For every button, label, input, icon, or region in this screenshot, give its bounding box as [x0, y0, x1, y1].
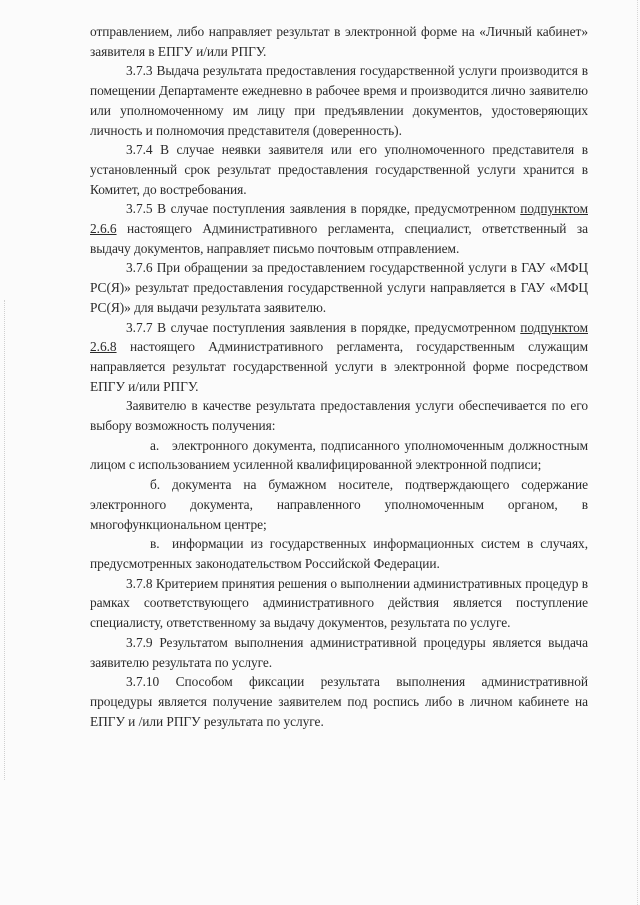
paragraph-3-7-5	[90, 199, 588, 258]
paragraph-text: настоящего Административного регламента, государственным служащим направляется результат государственной услуги в электронной форме посредством ЕПГУ и/или РПГУ.	[90, 339, 588, 394]
subclause-reference-2-6-8: подпунктом 2.6.8	[90, 319, 588, 355]
paragraph-continuation: отправлением, либо направляет результат в электронной форме на «Личный кабинет» заявителя в ЕПГУ и/или РПГУ.	[90, 24, 588, 59]
paragraph-3-7-10: 3.7.10 Способом фиксации результата выполнения административной процедуры является получение заявителем под роспись либо в личном кабинете на ЕПГУ и /или РПГУ результата по услуге.	[90, 674, 588, 729]
list-marker: б.	[150, 477, 161, 493]
list-item-v	[90, 534, 588, 573]
list-marker: а.	[150, 437, 160, 453]
paragraph-text: настоящего Административного регламента, специалист, ответственный за выдачу документов, направляет письмо почтовым отправлением.	[90, 221, 588, 256]
list-item-b	[90, 475, 588, 534]
scan-edge-left	[4, 300, 8, 780]
document-body	[90, 22, 588, 731]
list-item-text: электронного документа, подписанного уполномоченным должностным лицом с использованием усиленной квалифицированной электронной подписи;	[90, 437, 588, 473]
paragraph-3-7-7	[90, 318, 588, 397]
paragraph-3-7-3: 3.7.3 Выдача результата предоставления государственной услуги производится в помещении Департаменте ежедневно в рабочее время и производится лично заявителю или уполномоченному им лицу при предъявлении документов, удостоверяющих личность и полномочия представителя (доверенность).	[90, 63, 588, 138]
paragraph-3-7-4: 3.7.4 В случае неявки заявителя или его уполномоченного представителя в установленный срок результат предоставления государственной услуги хранится в Комитет, до востребования.	[90, 142, 588, 197]
list-item-text: документа на бумажном носителе, подтверждающего содержание электронного документа, направленного уполномоченным органом, в многофункциональном центре;	[90, 477, 588, 532]
paragraph-3-7-6: 3.7.6 При обращении за предоставлением государственной услуги в ГАУ «МФЦ РС(Я)» результат предоставления государственной услуги направляется в ГАУ «МФЦ РС(Я)» для выдачи результата заявителю.	[90, 260, 588, 315]
scan-edge-right	[635, 0, 638, 905]
list-item-text: информации из государственных информационных систем в случаях, предусмотренных законодательством Российской Федерации.	[90, 536, 588, 571]
paragraph-text: 3.7.5 В случае поступления заявления в порядке, предусмотренном	[126, 201, 521, 217]
list-marker: в.	[150, 536, 160, 552]
paragraph-result-options: Заявителю в качестве результата предоставления услуги обеспечивается по его выбору возможность получения:	[90, 398, 588, 434]
subclause-reference-2-6-6: подпунктом 2.6.6	[90, 201, 588, 237]
paragraph-3-7-9: 3.7.9 Результатом выполнения административной процедуры является выдача заявителю результата по услуге.	[90, 634, 588, 670]
list-item-a	[90, 436, 588, 475]
paragraph-3-7-8: 3.7.8 Критерием принятия решения о выполнении административных процедур в рамках соответствующего административного действия является поступление специалисту, ответственному за выдачу документов, результата по услуге.	[90, 575, 588, 631]
paragraph-text: 3.7.7 В случае поступления заявления в порядке, предусмотренном	[126, 319, 521, 335]
